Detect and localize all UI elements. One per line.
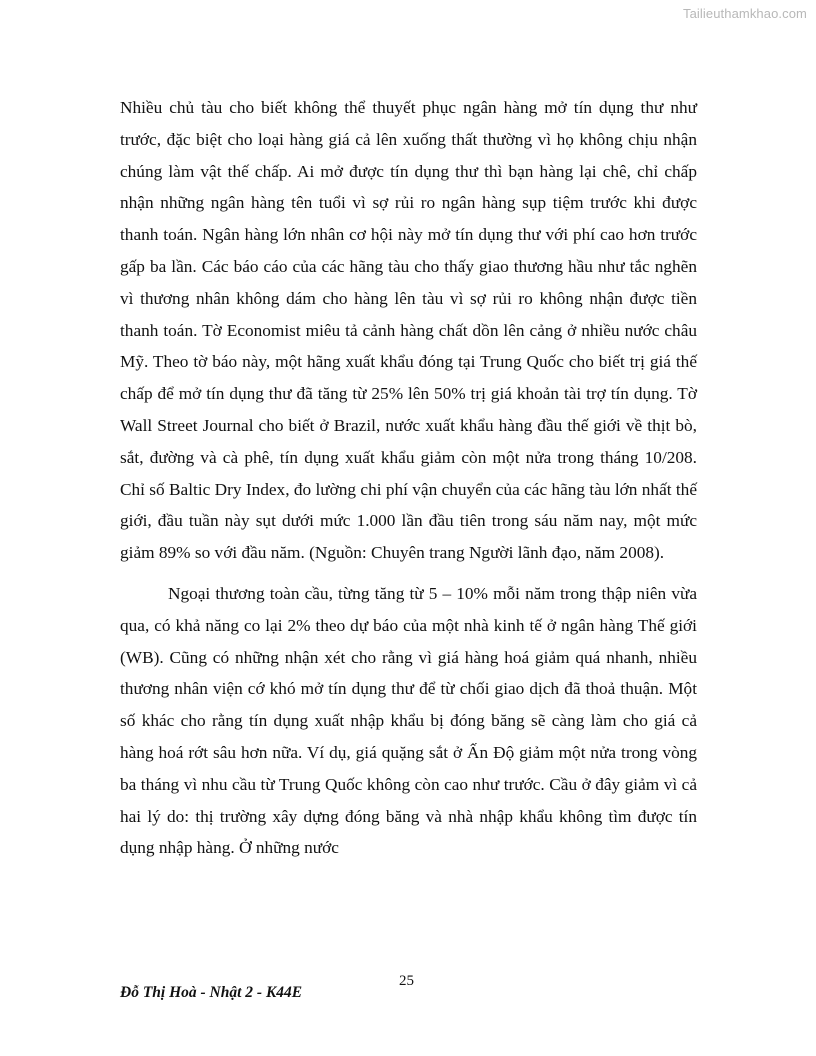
watermark-text: Tailieuthamkhao.com (682, 6, 807, 21)
footer-author: Đỗ Thị Hoà - Nhật 2 - K44E (120, 984, 303, 1001)
page-number: 25 (399, 973, 414, 989)
paragraph-2: Ngoại thương toàn cầu, từng tăng từ 5 – 10% mỗi năm trong thập niên vừa qua, có khả năng co lại 2% theo dự báo của một nhà kinh tế ở ngân hàng Thế giới (WB). Cũng có những nhận xét cho rằng vì giá hàng hoá giảm quá nhanh, nhiều thương nhân viện cớ khó mở tín dụng thư để từ chối giao dịch đã thoả thuận. Một số khác cho rằng tín dụng xuất nhập khẩu bị đóng băng sẽ càng làm cho giá cả hàng hoá rớt sâu hơn nữa. Ví dụ, giá quặng sắt ở Ấn Độ giảm một nửa trong vòng ba tháng vì nhu cầu từ Trung Quốc không còn cao như trước. Cầu ở đây giảm vì cả hai lý do: thị trường xây dựng đóng băng và nhà nhập khẩu không tìm được tín dụng nhập hàng. Ở những nước (120, 583, 697, 858)
document-body (120, 92, 697, 864)
paragraph-1: Nhiều chủ tàu cho biết không thể thuyết phục ngân hàng mở tín dụng thư như trước, đặc biệt cho loại hàng giá cả lên xuống thất thường vì họ không chịu nhận chúng làm vật thế chấp. Ai mở được tín dụng thư thì bạn hàng lại chê, chỉ chấp nhận những ngân hàng tên tuổi vì sợ rủi ro ngân hàng sụp tiệm trước khi được thanh toán. Ngân hàng lớn nhân cơ hội này mở tín dụng thư với phí cao hơn trước gấp ba lần. Các báo cáo của các hãng tàu cho thấy giao thương hầu như tắc nghẽn vì thương nhân không dám cho hàng lên tàu vì sợ rủi ro không nhận được tiền thanh toán. Tờ Economist miêu tả cảnh hàng chất dồn lên cảng ở nhiều nước châu Mỹ. Theo tờ báo này, một hãng xuất khẩu đóng tại Trung Quốc cho biết trị giá thế chấp để mở tín dụng thư đã tăng từ 25% lên 50% trị giá khoản tài trợ tín dụng. Tờ Wall Street Journal cho biết ở Brazil, nước xuất khẩu hàng đầu thế giới về thịt bò, sắt, đường và cà phê, tín dụng xuất khẩu giảm còn một nửa trong tháng 10/208. Chỉ số Baltic Dry Index, đo lường chi phí vận chuyển của các hãng tàu lớn nhất thế giới, đầu tuần này sụt dưới mức 1.000 lần đầu tiên trong sáu năm nay, một mức giảm 89% so với đầu năm. (Nguồn: Chuyên trang Người lãnh đạo, năm 2008). (120, 98, 697, 563)
